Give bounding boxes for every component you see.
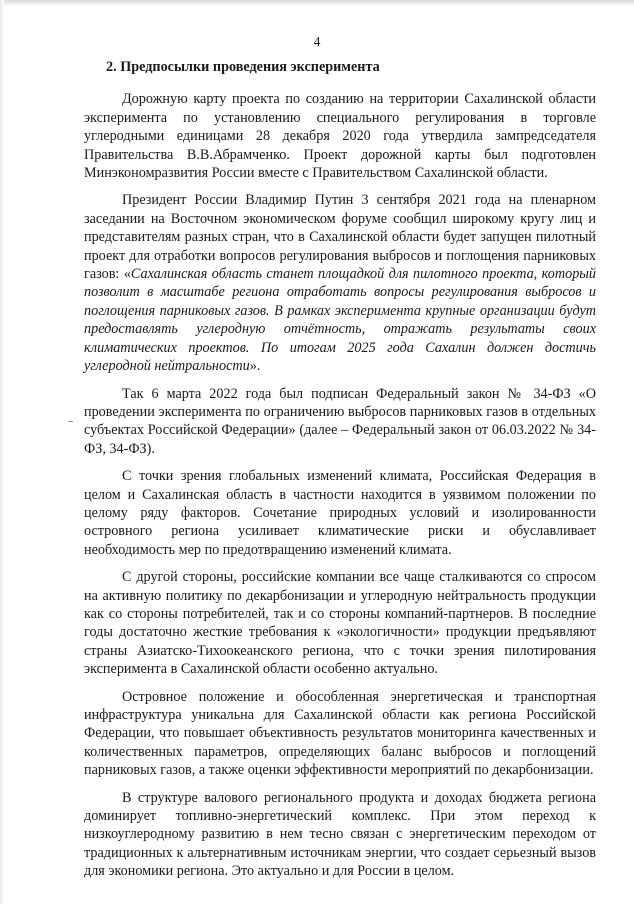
document-body	[84, 58, 596, 890]
quote-close: ».	[249, 358, 261, 375]
paragraph-roadmap: Дорожную карту проекта по созданию на территории Сахалинской области эксперимента по установлению специального регулирования в торговле углеродными единицами 28 декабря 2020 года утвердила зампредседателя Правительства В.В.Абрамченко. Проект дорожной карты был подготовлен Минэкономразвития России вместе с Правительством Сахалинской области.	[84, 91, 596, 182]
paragraph-text: Президент России Владимир Путин 3 сентября 2021 года на пленарном заседании на Восточном экономическом форуме сообщил широкому кругу лиц и представителям разных стран, что в Сахалинской области будет запущен пилотный проект для отработки вопросов регулирования выбросов и поглощения парниковых газов: «	[84, 192, 596, 283]
section-heading: 2. Предпосылки проведения эксперимента	[106, 59, 380, 75]
paragraph-regional-economy: В структуре валового регионального продукта и доходах бюджета региона доминирует топливно-энергетический комплекс. При этом переход к низкоуглеродному развитию в нем тесно связан с энергетическим переходом от традиционных к альтернативным источникам энергии, что создает серьезный вызов для экономики региона. Это актуально и для России в целом.	[84, 789, 596, 880]
paragraph-president-quote	[84, 191, 596, 375]
paragraph-island-position: Островное положение и обособленная энергетическая и транспортная инфраструктура уникальна для Сахалинской области как региона Российской Федерации, что повышает объективность результатов мониторинга качественных и количественных параметров, определяющих баланс выбросов и поглощений парниковых газов, а также оценки эффективности мероприятий по декарбонизации.	[84, 688, 596, 779]
scan-top-edge	[0, 0, 634, 6]
paragraph-decarbonization-demand: С другой стороны, российские компании все чаще сталкиваются со спросом на активную политику по декарбонизации и углеродную нейтральность продукции как со стороны потребителей, так и со стороны компаний-партнеров. В последние годы достаточно жесткие требования к «экологичности» продукции предъявляют страны Азиатско-Тихоокеанского региона, что с точки зрения пилотирования эксперимента в Сахалинской области особенно актуально.	[84, 569, 596, 678]
italic-quote: Сахалинская область станет площадкой для пилотного проекта, который позволит в масштабе региона отработать вопросы регулирования выбросов и поглощения парниковых газов. В рамках эксперимента крупные организации будут предоставлять углеродную отчётность, отражать результаты своих климатических проектов. По итогам 2025 года Сахалин должен достичь углеродной нейтральности	[84, 266, 596, 375]
scan-mark	[68, 421, 73, 422]
paragraph-federal-law: Так 6 марта 2022 года был подписан Федеральный закон № 34-ФЗ «О проведении эксперимента по ограничению выбросов парниковых газов в отдельных субъектах Российской Федерации» (далее – Федеральный закон от 06.03.2022 № 34-ФЗ, 34-ФЗ).	[84, 385, 596, 457]
page-number: 4	[313, 34, 321, 49]
paragraph-climate-change: С точки зрения глобальных изменений климата, Российская Федерация в целом и Сахалинская область в частности находится в уязвимом положении по целому ряду факторов. Сочетание природных условий и изолированности островного региона усиливает климатические риски и обуславливает необходимость мер по предотвращению изменений климата.	[84, 468, 596, 558]
scan-left-edge	[0, 0, 4, 904]
